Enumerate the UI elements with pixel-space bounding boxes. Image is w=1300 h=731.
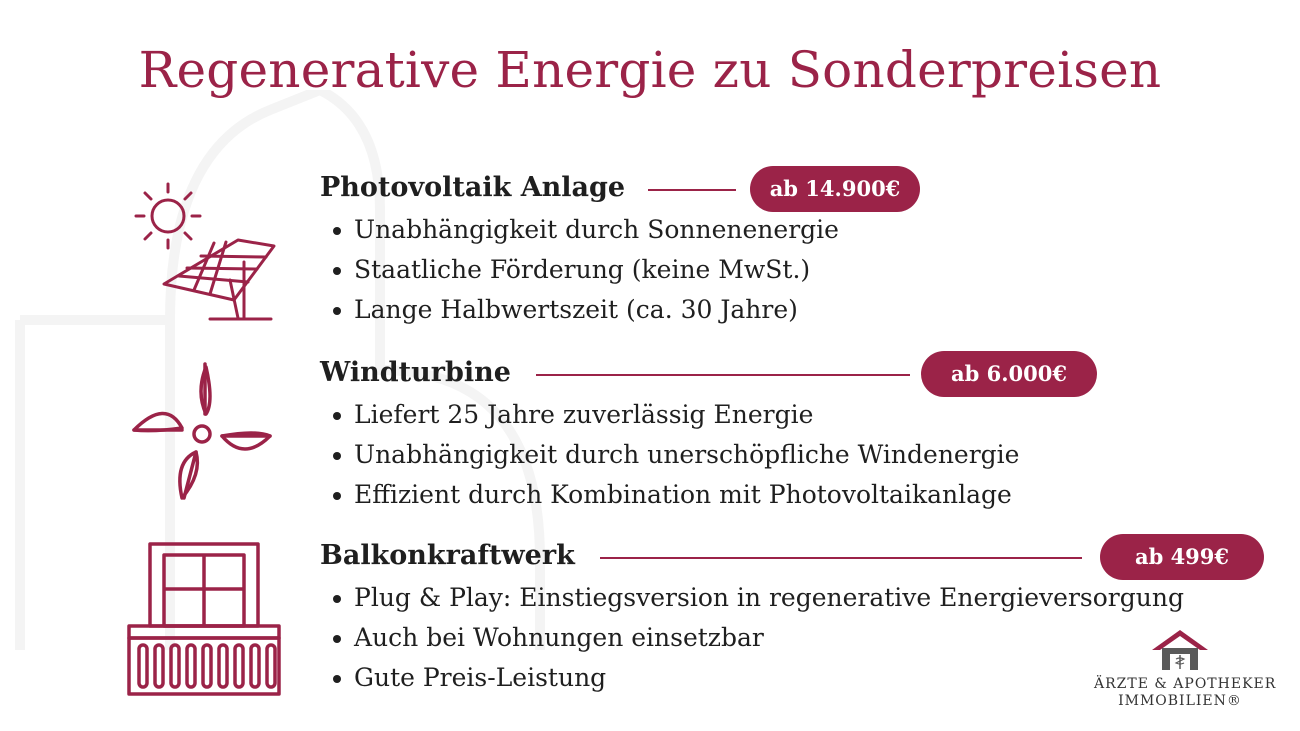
section-windturbine (320, 351, 1275, 515)
logo-text-line2: IMMOBILIEN® (1118, 693, 1242, 709)
list-item-text: Gute Preis-Leistung (354, 663, 607, 692)
section-title: Windturbine (320, 357, 511, 388)
list-item-text: Lange Halbwertszeit (ca. 30 Jahre) (354, 295, 798, 324)
price-badge: ab 14.900€ (750, 166, 920, 212)
list-item (320, 290, 1275, 330)
bullet-icon (333, 227, 341, 235)
list-item (320, 395, 1275, 435)
section-header (320, 351, 1275, 395)
list-item-text: Plug & Play: Einstiegsversion in regenerative Energieversorgung (354, 583, 1184, 612)
house-logo-icon (1148, 628, 1212, 672)
list-item (320, 435, 1275, 475)
bullet-list (320, 210, 1275, 330)
list-item-text: Liefert 25 Jahre zuverlässig Energie (354, 400, 814, 429)
price-badge: ab 6.000€ (921, 351, 1097, 397)
bullet-icon (333, 267, 341, 275)
list-item-text: Unabhängigkeit durch unerschöpfliche Windenergie (354, 440, 1020, 469)
list-item-text: Unabhängigkeit durch Sonnenenergie (354, 215, 839, 244)
list-item-text: Effizient durch Kombination mit Photovoltaikanlage (354, 480, 1012, 509)
company-logo (1094, 628, 1277, 710)
bullet-icon (333, 452, 341, 460)
list-item (320, 578, 1275, 618)
solar-panel-icon (126, 176, 276, 326)
page-title: Regenerative Energie zu Sonderpreisen (138, 41, 1162, 99)
section-photovoltaik (320, 166, 1275, 330)
balcony-window-icon (126, 541, 284, 697)
section-title: Photovoltaik Anlage (320, 172, 626, 203)
price-badge: ab 499€ (1100, 534, 1264, 580)
list-item-text: Auch bei Wohnungen einsetzbar (354, 623, 764, 652)
logo-text-line1: ÄRZTE & APOTHEKER (1094, 676, 1277, 692)
bullet-list (320, 395, 1275, 515)
bullet-icon (333, 412, 341, 420)
wind-turbine-icon (126, 362, 276, 512)
bullet-icon (333, 675, 341, 683)
bullet-icon (333, 492, 341, 500)
bullet-icon (333, 635, 341, 643)
bullet-icon (333, 595, 341, 603)
list-item-text: Staatliche Förderung (keine MwSt.) (354, 255, 811, 284)
list-item (320, 210, 1275, 250)
section-title: Balkonkraftwerk (320, 540, 575, 571)
section-header (320, 166, 1275, 210)
list-item (320, 475, 1275, 515)
list-item (320, 250, 1275, 290)
section-divider-line (600, 557, 1082, 559)
section-header (320, 534, 1275, 578)
bullet-icon (333, 307, 341, 315)
section-divider-line (648, 189, 736, 191)
section-divider-line (536, 374, 910, 376)
